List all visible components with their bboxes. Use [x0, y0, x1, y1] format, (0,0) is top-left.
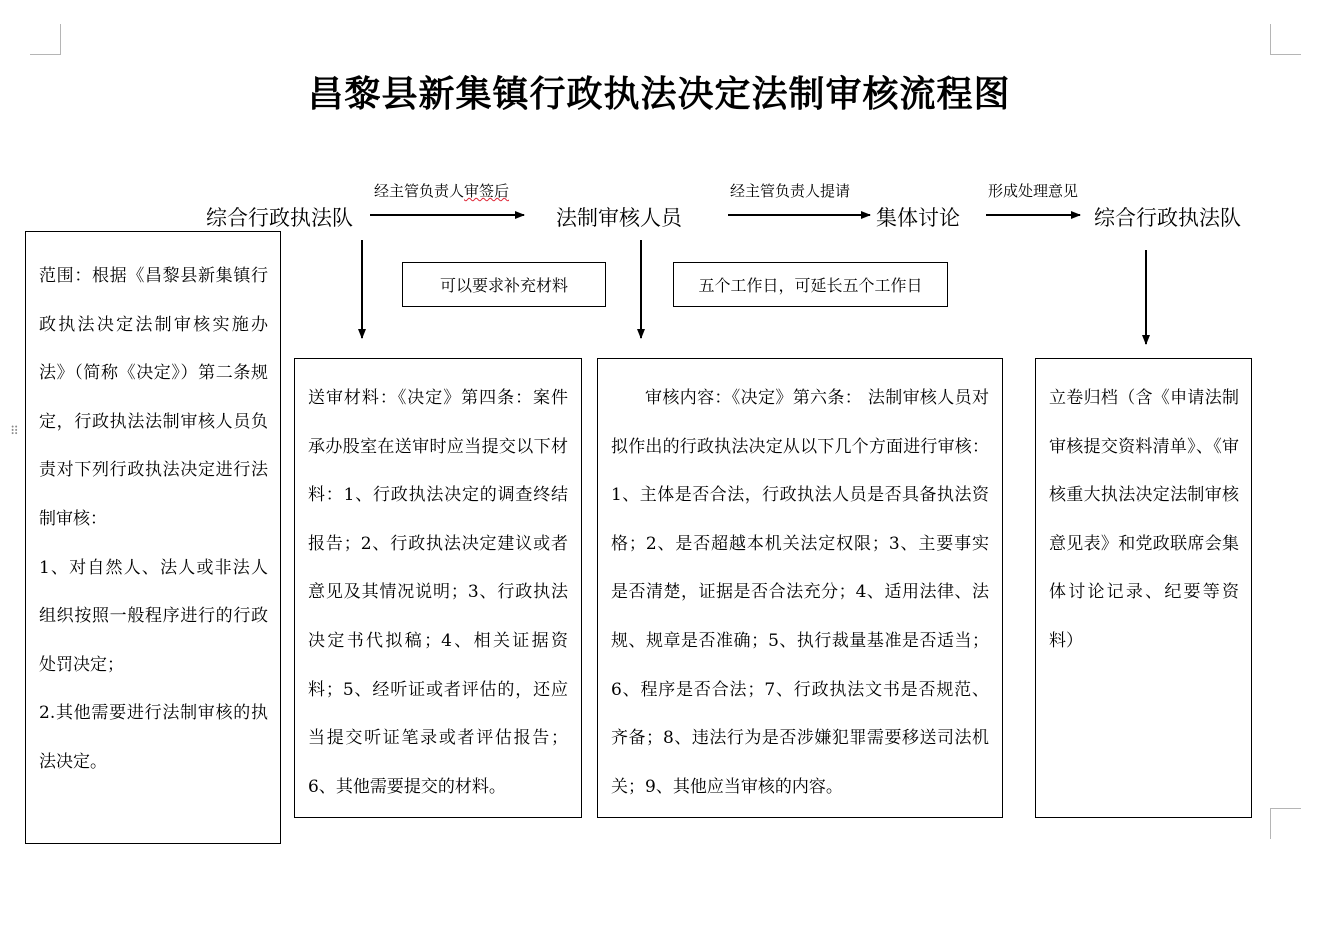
scope-item-2: 2.其他需要进行法制审核的执法决定。 [39, 703, 268, 772]
node-law-enforcement-team-start: 综合行政执法队 [206, 206, 353, 230]
page-corner-mark-top-right [1270, 24, 1301, 55]
page-corner-mark-bottom-right [1270, 808, 1301, 839]
review-content-text: 审核内容：《决定》第六条： 法制审核人员对拟作出的行政执法决定从以下几个方面进行审核：1、主体是否合法，行政执法人员是否具备执法资格；2、是否超越本机关法定权限；3、主要事实是否清楚，证据是否合法充分；4、适用法律、法规、规章是否准确；5、执行裁量基准是否适当；6、程序是否合法；7、行政执法文书是否规范、齐备；8、违法行为是否涉嫌犯罪需要移送司法机关；9、其他应当审核的内容。 [611, 388, 989, 797]
node-legal-review-staff: 法制审核人员 [556, 206, 682, 230]
page-corner-mark-top-left [30, 24, 61, 55]
edge-label-opinion: 形成处理意见 [988, 182, 1079, 200]
review-content-box [597, 358, 1003, 818]
edge-label-approval [374, 180, 509, 201]
edge-label-approval-underlined: 审签后 [464, 182, 510, 200]
scope-item-1: 1、对自然人、法人或非法人组织按照一般程序进行的行政处罚决定； [39, 557, 268, 675]
scope-text: 范围：根据《昌黎县新集镇行政执法决定法制审核实施办法》（简称《决定》）第二条规定，行政执法法制审核人员负责对下列行政执法决定进行法制审核： [39, 266, 268, 529]
scope-box [25, 231, 281, 844]
archive-box [1035, 358, 1252, 818]
archive-text: 立卷归档（含《申请法制审核提交资料清单》、《审核重大执法决定法制审核意见表》和党政联席会集体讨论记录、纪要等资料） [1049, 388, 1239, 651]
note-supplement-materials: 可以要求补充材料 [402, 262, 606, 307]
page-title: 昌黎县新集镇行政执法决定法制审核流程图 [307, 74, 1011, 115]
submission-materials-box [294, 358, 582, 818]
submission-materials-text: 送审材料：《决定》第四条：案件承办股室在送审时应当提交以下材料：1、行政执法决定的调查终结报告；2、行政执法决定建议或者意见及其情况说明；3、行政执法决定书代拟稿；4、相关证据资料；5、经听证或者评估的，还应当提交听证笔录或者评估报告；6、其他需要提交的材料。 [308, 388, 568, 797]
edge-label-approval-prefix: 经主管负责人 [374, 182, 465, 200]
node-collective-discussion: 集体讨论 [876, 206, 960, 230]
note-working-days: 五个工作日，可延长五个工作日 [673, 262, 948, 307]
node-law-enforcement-team-end: 综合行政执法队 [1094, 206, 1241, 230]
edge-label-request: 经主管负责人提请 [730, 182, 851, 200]
drag-handle-icon[interactable]: ⠿ [10, 424, 19, 438]
